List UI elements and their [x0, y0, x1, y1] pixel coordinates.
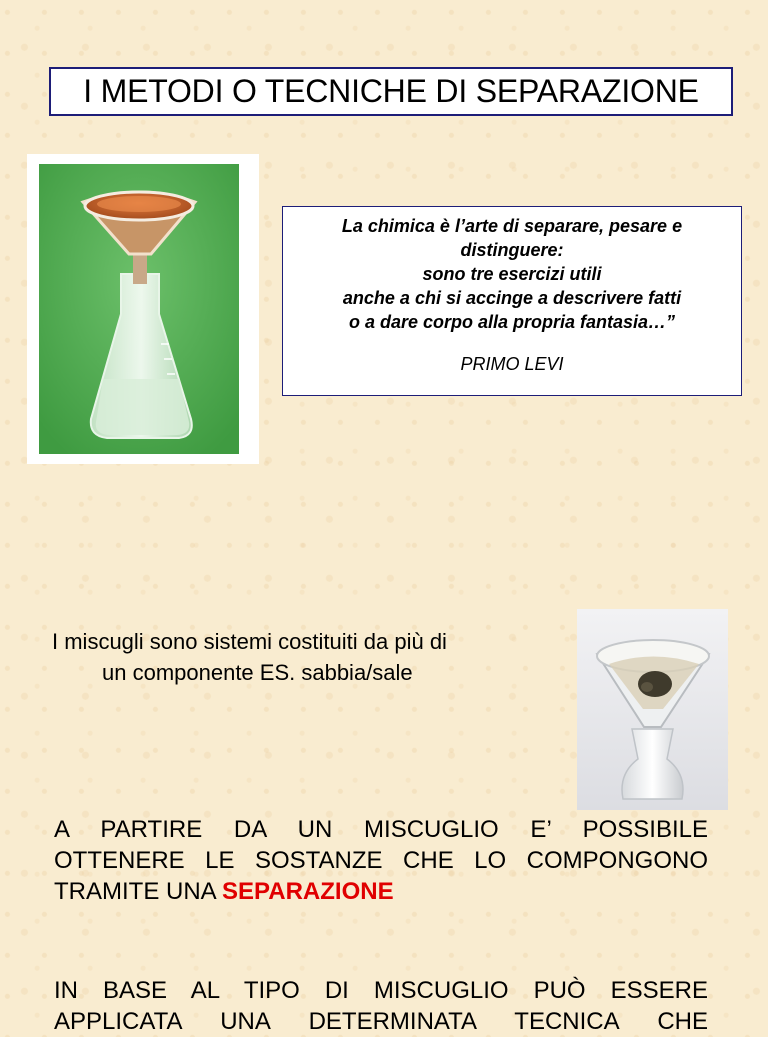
quote-line: o a dare corpo alla propria fantasia…” — [348, 312, 676, 332]
separation-paragraph — [54, 814, 708, 907]
quote-text — [283, 214, 741, 334]
filter-funnel-photo — [577, 609, 728, 810]
mixtures-line: un componente ES. sabbia/sale — [102, 660, 413, 685]
quote-line: anche a chi si accinge a descrivere fatti — [342, 288, 682, 308]
separation-line: OTTENERE LE SOSTANZE CHE LO COMPONGONO — [54, 847, 708, 874]
separation-highlight: SEPARAZIONE — [222, 878, 394, 905]
funnel-flask-photo — [27, 154, 259, 464]
technique-line: IN BASE AL TIPO DI MISCUGLIO PUÒ ESSERE — [54, 977, 708, 1004]
mixtures-line: I miscugli sono sistemi costituiti da più di — [52, 629, 447, 654]
quote-author: PRIMO LEVI — [460, 354, 564, 374]
quote-line: distinguere: — [460, 240, 564, 260]
page-title: I METODI O TECNICHE DI SEPARAZIONE — [49, 67, 733, 116]
quote-box — [282, 206, 742, 396]
filter-funnel-illustration — [577, 609, 728, 810]
separation-line: A PARTIRE DA UN MISCUGLIO E’ POSSIBILE — [54, 816, 708, 843]
separation-line-prefix: TRAMITE UNA — [54, 878, 223, 905]
funnel-flask-illustration — [39, 164, 239, 454]
quote-line: sono tre esercizi utili — [422, 264, 602, 284]
technique-paragraph — [54, 975, 708, 1037]
quote-line: La chimica è l’arte di separare, pesare e — [341, 216, 683, 236]
separation-line — [54, 876, 708, 907]
technique-line: APPLICATA UNA DETERMINATA TECNICA CHE — [54, 1008, 708, 1035]
mixtures-paragraph — [52, 626, 532, 688]
